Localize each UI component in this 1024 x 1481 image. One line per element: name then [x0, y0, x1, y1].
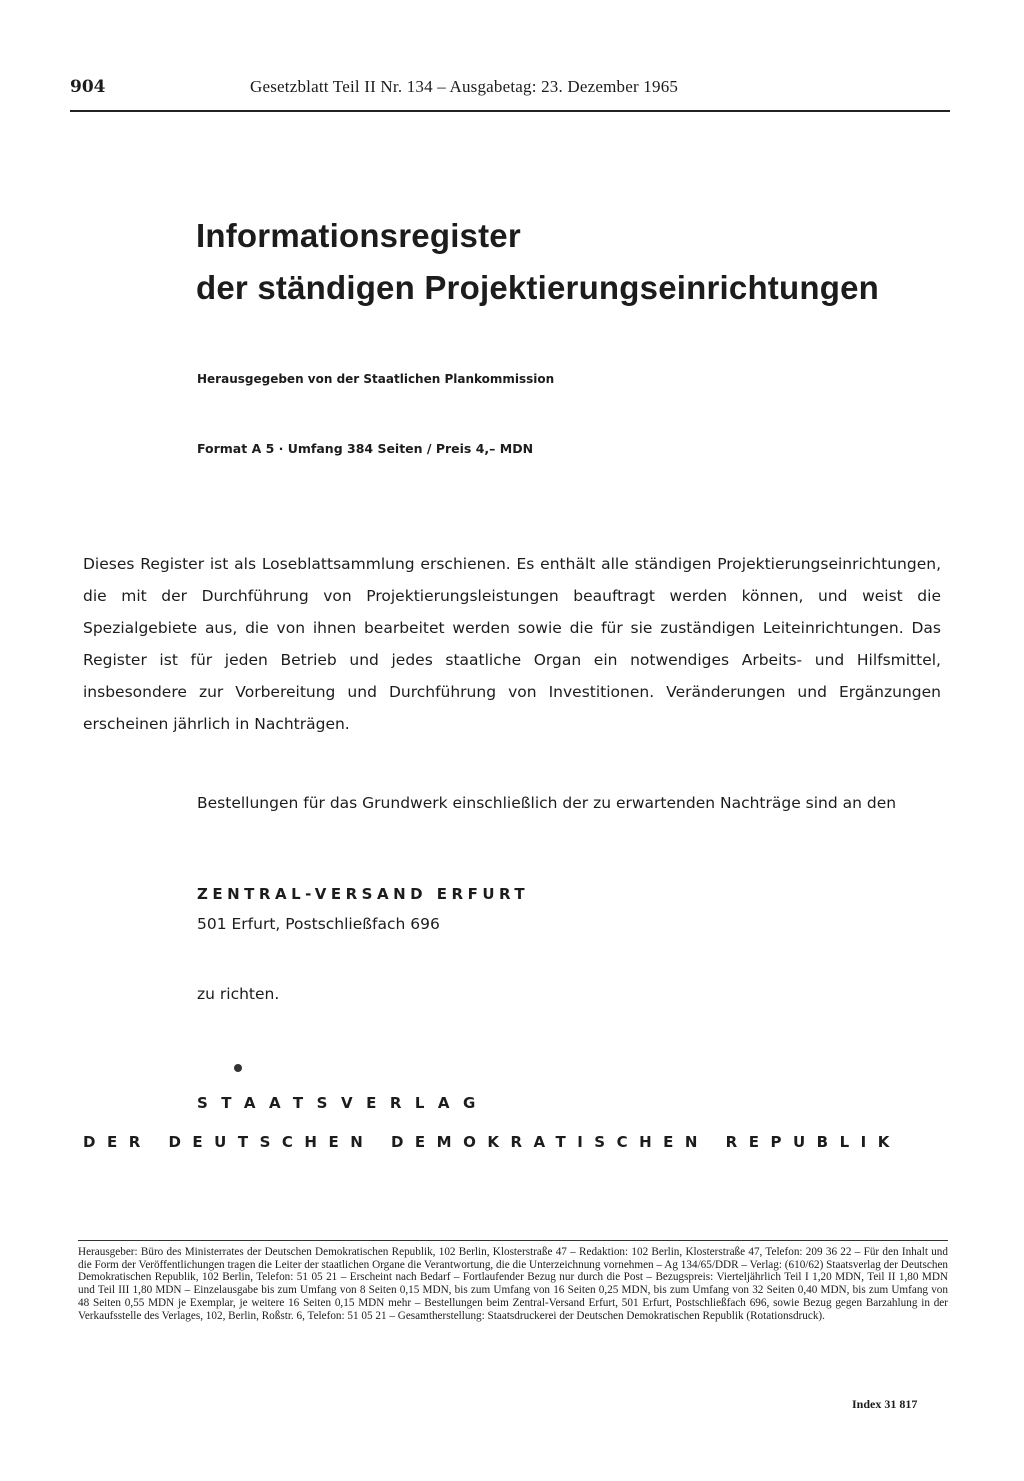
editor-line: Herausgegeben von der Staatlichen Plankommission [197, 372, 555, 386]
footer-rule [78, 1240, 948, 1241]
description-paragraph: Dieses Register ist als Loseblattsammlung erschienen. Es enthält alle ständigen Projektierungseinrichtungen, die mit der Durchführung von Projektierungsleistungen beauftragt werden können, und weist die Spezialgebiete aus, die von ihnen bearbeitet werden sowie die für sie zuständigen Leiteinrichtungen. Das Register ist für jeden Betrieb und jedes staatliche Organ ein notwendiges Arbeits- und Hilfsmittel, insbesondere zur Vorbereitung und Durchführung von Investitionen. Veränderungen und Ergänzungen erscheinen jährlich in Nachträgen. [83, 555, 941, 733]
closing-phrase: zu richten. [197, 985, 280, 1003]
format-price-line: Format A 5 · Umfang 384 Seiten / Preis 4,– MDN [197, 441, 534, 456]
index-number: Index 31 817 [852, 1397, 918, 1411]
vendor-name: ZENTRAL-VERSAND ERFURT [197, 885, 530, 903]
running-header: Gesetzblatt Teil II Nr. 134 – Ausgabetag: 23. Dezember 1965 [250, 77, 679, 96]
title-line-2: der ständigen Projektierungseinrichtungen [196, 269, 879, 306]
bullet-dot [234, 1064, 242, 1072]
title-line-1: Informationsregister [196, 217, 521, 254]
publisher-name-line-2: DER DEUTSCHEN DEMOKRATISCHEN REPUBLIK [83, 1133, 901, 1151]
header-rule [70, 110, 950, 112]
page-number: 904 [70, 77, 106, 97]
order-instruction: Bestellungen für das Grundwerk einschließlich der zu erwartenden Nachträge sind an den [197, 794, 897, 812]
advertisement-title [196, 210, 879, 314]
imprint-footer: Herausgeber: Büro des Ministerrates der Deutschen Demokratischen Republik, 102 Berlin, Klosterstraße 47 – Redaktion: 102 Berlin, Klosterstraße 47, Telefon: 209 36 22 – Für den Inhalt und die Form der Veröffentlichungen tragen die Leiter der staatlichen Organe die Verantwortung, die die Unterzeichnung vornehmen – Ag 134/65/DDR – Verlag: (610/62) Staatsverlag der Deutschen Demokratischen Republik, 102 Berlin, Telefon: 51 05 21 – Erscheint nach Bedarf – Fortlaufender Bezug nur durch die Post – Bezugspreis: Vierteljährlich Teil I 1,20 MDN, Teil II 1,80 MDN und Teil III 1,80 MDN – Einzelausgabe bis zum Umfang von 8 Seiten 0,15 MDN, bis zum Umfang von 16 Seiten 0,25 MDN, bis zum Umfang von 32 Seiten 0,40 MDN, bis zum Umfang von 48 Seiten 0,55 MDN je Exemplar, je weitere 16 Seiten 0,15 MDN mehr – Bestellungen beim Zentral-Versand Erfurt, 501 Erfurt, Postschließfach 696, sowie Bezug gegen Barzahlung in der Verkaufsstelle des Verlages, 102, Berlin, Roßstr. 6, Telefon: 51 05 21 – Gesamtherstellung: Staatsdruckerei der Deutschen Demokratischen Republik (Rotationsdruck). [78, 1246, 948, 1322]
publisher-name-line-1: STAATSVERLAG [197, 1094, 489, 1112]
vendor-address: 501 Erfurt, Postschließfach 696 [197, 915, 440, 933]
